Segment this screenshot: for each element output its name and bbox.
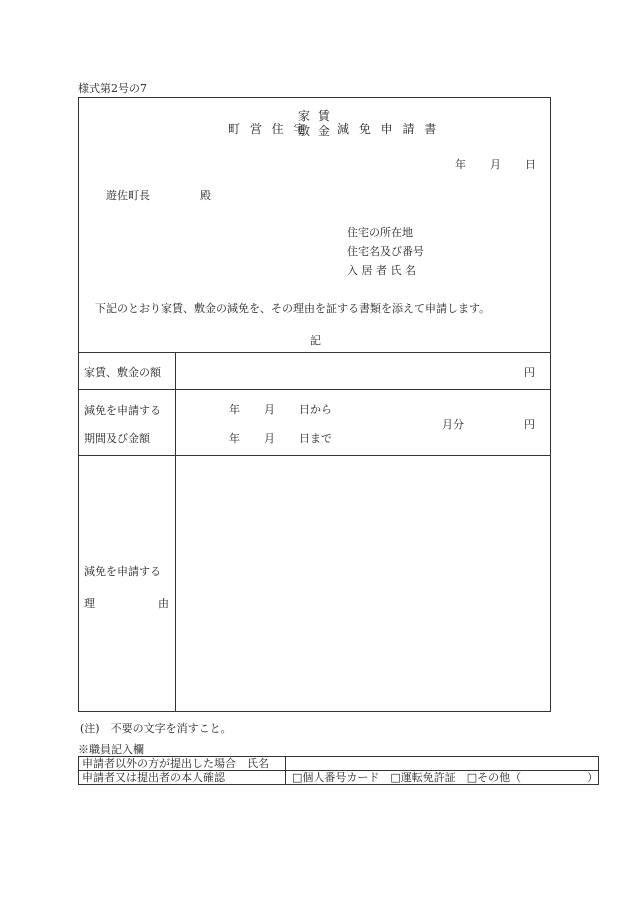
staff-row2-label: 申請者又は提出者の本人確認 bbox=[79, 771, 286, 785]
application-statement: 下記のとおり家賃、敷金の減免を、その理由を証する書類を添えて申請します。 bbox=[95, 302, 491, 315]
reason-label-right: 由 bbox=[158, 597, 169, 610]
ki-marker: 記 bbox=[310, 334, 321, 347]
addressee-honorific: 殿 bbox=[200, 189, 211, 202]
field-residence-location: 住宅の所在地 bbox=[347, 226, 413, 239]
table-line-2 bbox=[78, 389, 551, 390]
title-stack-bottom: 敷 金 bbox=[298, 124, 332, 138]
period-to-year: 年 bbox=[229, 432, 240, 445]
table-row bbox=[79, 771, 599, 785]
amount-unit: 円 bbox=[524, 366, 535, 379]
title-stack-top: 家 賃 bbox=[298, 109, 332, 123]
staff-entry-table bbox=[78, 756, 599, 785]
field-resident-name: 入 居 者 氏 名 bbox=[347, 264, 416, 277]
note-text: (注) 不要の文字を消すこと。 bbox=[80, 722, 232, 735]
reason-label-left: 理 bbox=[84, 597, 95, 610]
period-label-line2: 期間及び金額 bbox=[84, 432, 150, 445]
staff-row1-value[interactable] bbox=[286, 757, 599, 771]
date-day: 日 bbox=[525, 158, 536, 171]
table-line-3 bbox=[78, 455, 551, 456]
form-number-label: 様式第2号の7 bbox=[78, 82, 147, 95]
period-months: 月分 bbox=[442, 418, 464, 431]
table-column-divider bbox=[175, 352, 176, 712]
title-prefix: 町 営 住 宅 bbox=[228, 122, 309, 136]
period-unit: 円 bbox=[524, 418, 535, 431]
staff-section-heading: ※職員記入欄 bbox=[78, 743, 144, 756]
period-from-month: 月 bbox=[264, 403, 275, 416]
period-label-line1: 減免を申請する bbox=[84, 404, 161, 417]
period-to-day: 日まで bbox=[299, 432, 332, 445]
staff-row1-label: 申請者以外の方が提出した場合 氏名 bbox=[79, 757, 286, 771]
table-line-top bbox=[78, 352, 551, 353]
reason-label-line1: 減免を申請する bbox=[84, 565, 161, 578]
amount-label: 家賃、敷金の額 bbox=[84, 366, 161, 379]
addressee-name: 遊佐町長 bbox=[106, 189, 150, 202]
field-residence-name-number: 住宅名及び番号 bbox=[347, 245, 424, 258]
period-from-day: 日から bbox=[299, 403, 332, 416]
period-from-year: 年 bbox=[229, 403, 240, 416]
period-to-month: 月 bbox=[264, 432, 275, 445]
table-row bbox=[79, 757, 599, 771]
staff-row2-options[interactable]: □個人番号カード □運転免許証 □その他（ ） bbox=[286, 771, 599, 785]
date-month: 月 bbox=[490, 158, 501, 171]
title-suffix: 減 免 申 請 書 bbox=[337, 122, 440, 136]
date-year: 年 bbox=[455, 158, 466, 171]
